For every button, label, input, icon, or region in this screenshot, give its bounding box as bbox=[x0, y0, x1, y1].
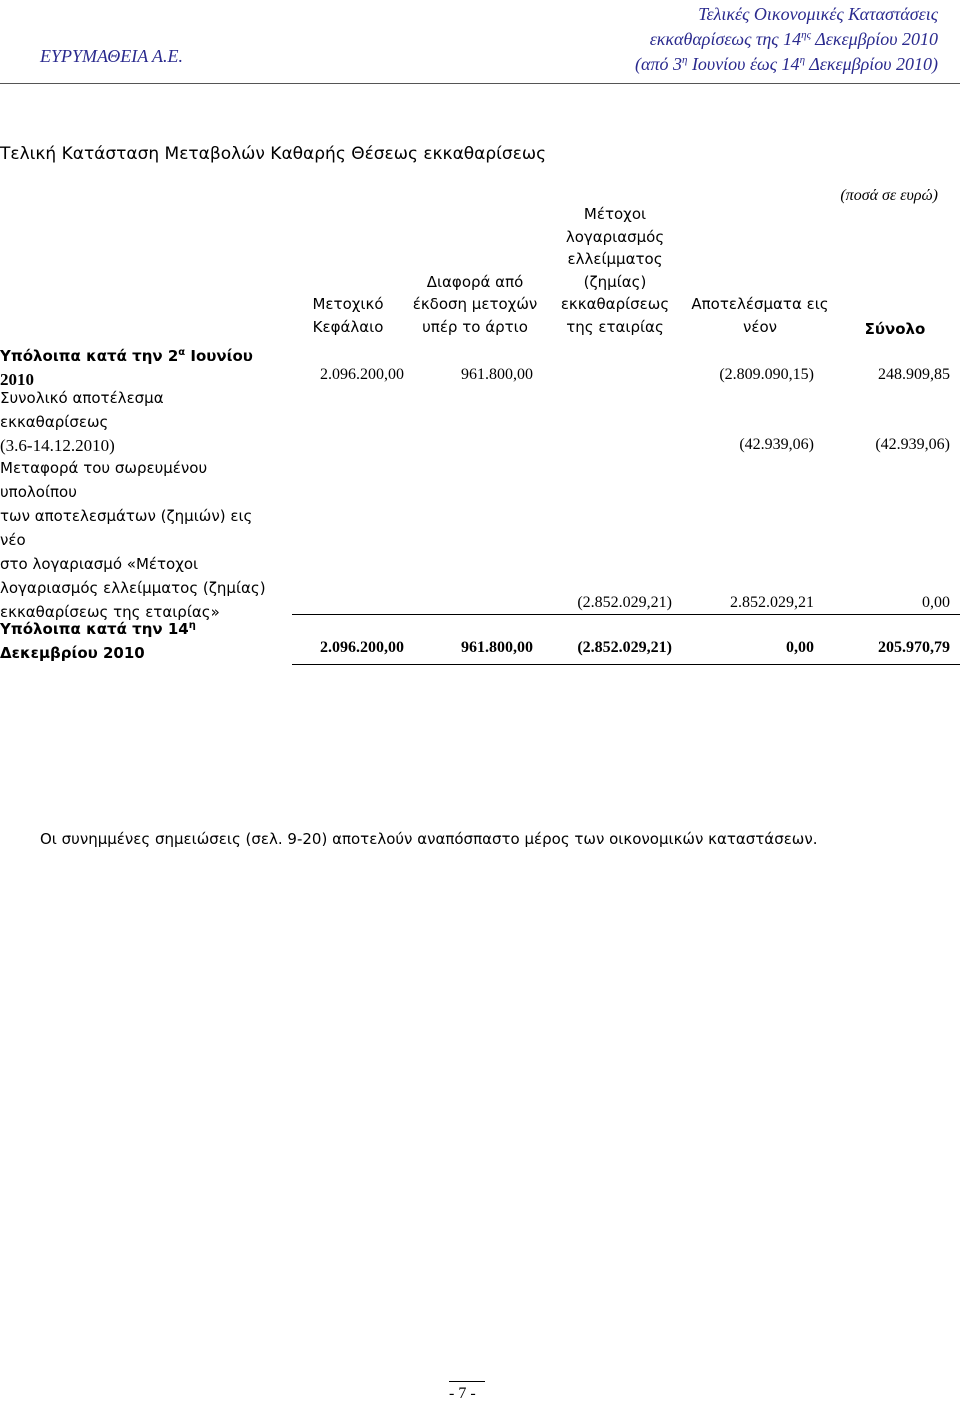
transfer-shareholders-deficit: (2.852.029,21) bbox=[577, 594, 672, 611]
closing-shareholders-deficit: (2.852.029,21) bbox=[577, 639, 672, 656]
result-retained-results: (42.939,06) bbox=[739, 436, 814, 453]
transfer-total: 0,00 bbox=[922, 594, 950, 611]
row-label-liquidation-result: Συνολικό αποτέλεσμα εκκαθαρίσεως (3.6-14.12.2010) bbox=[0, 389, 164, 455]
row-label-transfer: Μεταφορά του σωρευμένου υπολοίπου των αποτελεσμάτων (ζημιών) εις νέο στο λογαριασμό «Μέτοχοι λογαριασμός ελλείμματος (ζημίας) εκκαθαρίσεως της εταιρίας» bbox=[0, 459, 266, 621]
result-total: (42.939,06) bbox=[875, 436, 950, 453]
opening-share-premium: 961.800,00 bbox=[461, 366, 533, 383]
report-header-line2: εκκαθαρίσεως της $14^{\eta\varsigma}$ Δεκεμβρίου 2010 bbox=[649, 29, 938, 49]
transfer-retained-results: 2.852.029,21 bbox=[730, 594, 814, 611]
closing-share-premium: 961.800,00 bbox=[461, 639, 533, 656]
row-label-opening-balance: Υπόλοιπα κατά την $2^\alpha$ Ιουνίου 2010 bbox=[0, 347, 253, 389]
report-header-line3: (από $3^\eta$ Ιουνίου έως $14^\eta$ Δεκεμβρίου 2010) bbox=[635, 54, 938, 74]
company-name: ΕΥΡΥΜΑΘΕΙΑ Α.Ε. bbox=[40, 46, 184, 66]
subtotal-rule bbox=[292, 614, 960, 615]
col-header-shareholders-deficit: Μέτοχοι λογαριασμός ελλείμματος (ζημίας) εκκαθαρίσεως της εταιρίας bbox=[560, 205, 670, 336]
row-label-closing-balance: Υπόλοιπα κατά την $14^\eta$ Δεκεμβρίου 2010 bbox=[0, 620, 196, 662]
col-header-share-premium: Διαφορά από έκδοση μετοχών υπέρ το άρτιο bbox=[412, 272, 538, 336]
page-number: - 7 - bbox=[449, 1385, 476, 1402]
report-header-line1: Τελικές Οικονομικές Καταστάσεις bbox=[698, 4, 938, 24]
col-header-total: Σύνολο bbox=[864, 319, 926, 338]
header-divider bbox=[0, 83, 960, 84]
col-header-retained-results: Αποτελέσματα εις νέον bbox=[691, 295, 829, 336]
closing-retained-results: 0,00 bbox=[786, 639, 814, 656]
total-rule bbox=[292, 664, 960, 665]
page-number-rule bbox=[449, 1381, 485, 1382]
amounts-note: (ποσά σε ευρώ) bbox=[840, 187, 938, 204]
opening-retained-results: (2.809.090,15) bbox=[719, 366, 814, 383]
report-header bbox=[635, 4, 938, 75]
opening-share-capital: 2.096.200,00 bbox=[320, 366, 404, 383]
page-title: Τελική Κατάσταση Μεταβολών Καθαρής Θέσεως εκκαθαρίσεως bbox=[0, 144, 547, 164]
closing-total: 205.970,79 bbox=[878, 639, 950, 656]
opening-total: 248.909,85 bbox=[878, 366, 950, 383]
footnote: Οι συνημμένες σημειώσεις (σελ. 9-20) αποτελούν αναπόσπαστο μέρος των οικονομικών καταστάσεων. bbox=[40, 830, 818, 848]
closing-share-capital: 2.096.200,00 bbox=[320, 639, 404, 656]
col-header-share-capital: Μετοχικό Κεφάλαιο bbox=[312, 295, 384, 336]
